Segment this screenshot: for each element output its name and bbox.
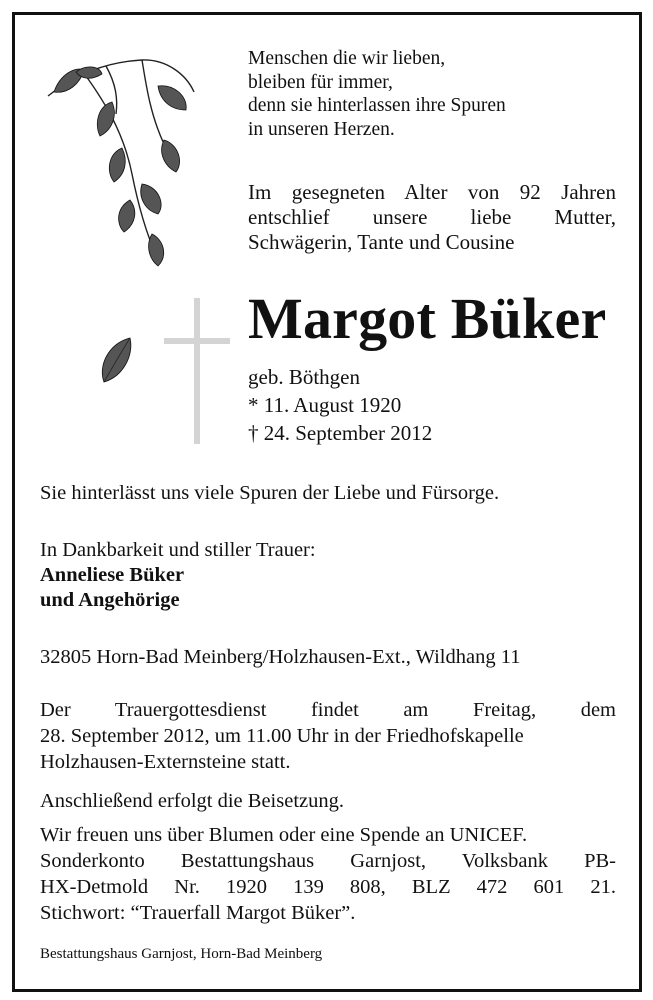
poem-line: Menschen die wir lieben, [248,48,446,69]
cross-icon [164,298,230,444]
deceased-name: Margot Büker [248,286,607,351]
maiden-name: geb. Böthgen [248,365,360,389]
burial-line: Anschließend erfolgt die Beisetzung. [40,790,344,812]
address: 32805 Horn-Bad Meinberg/Holzhausen-Ext., Wildhang 11 [40,646,521,668]
burial-info [40,788,616,814]
service-line: 28. September 2012, um 11.00 Uhr in der Friedhofskapelle [40,725,524,747]
mourner-relatives: und Angehörige [40,589,180,611]
donation-line: Sonderkonto Bestattungshaus Garnjost, Volksbank PB- [40,850,616,872]
service-line: Holzhausen-Externsteine statt. [40,751,291,773]
donation-line: Wir freuen uns über Blumen oder eine Spende an UNICEF. [40,824,528,846]
funeral-home: Bestattungshaus Garnjost, Horn-Bad Meinberg [40,946,323,962]
birth-date: * 11. August 1920 [248,393,402,417]
service-info [40,697,616,775]
birch-branch-icon [46,44,206,284]
donation-line: Stichwort: “Trauerfall Margot Büker”. [40,902,356,924]
death-announcement [248,180,616,255]
donation-info [40,822,616,926]
falling-leaf-icon [96,334,138,386]
service-line: Der Trauergottesdienst findet am Freitag, dem [40,699,616,721]
donation-line: HX-Detmold Nr. 1920 139 808, BLZ 472 601 21. [40,876,616,898]
intro-line: Im gesegneten Alter von 92 Jahren [248,180,616,204]
intro-line: Schwägerin, Tante und Cousine [248,230,515,254]
mourners [40,538,316,613]
poem [248,47,608,141]
poem-line: denn sie hinterlassen ihre Spuren [248,95,506,116]
mourner-name: Anneliese Büker [40,564,185,586]
mourners-intro: In Dankbarkeit und stiller Trauer: [40,539,316,561]
legacy-text: Sie hinterlässt uns viele Spuren der Liebe und Fürsorge. [40,482,500,504]
death-date: † 24. September 2012 [248,421,433,445]
poem-line: bleiben für immer, [248,71,393,93]
poem-line: in unseren Herzen. [248,118,395,140]
life-dates [248,363,432,447]
intro-line: entschlief unsere liebe Mutter, [248,205,616,229]
